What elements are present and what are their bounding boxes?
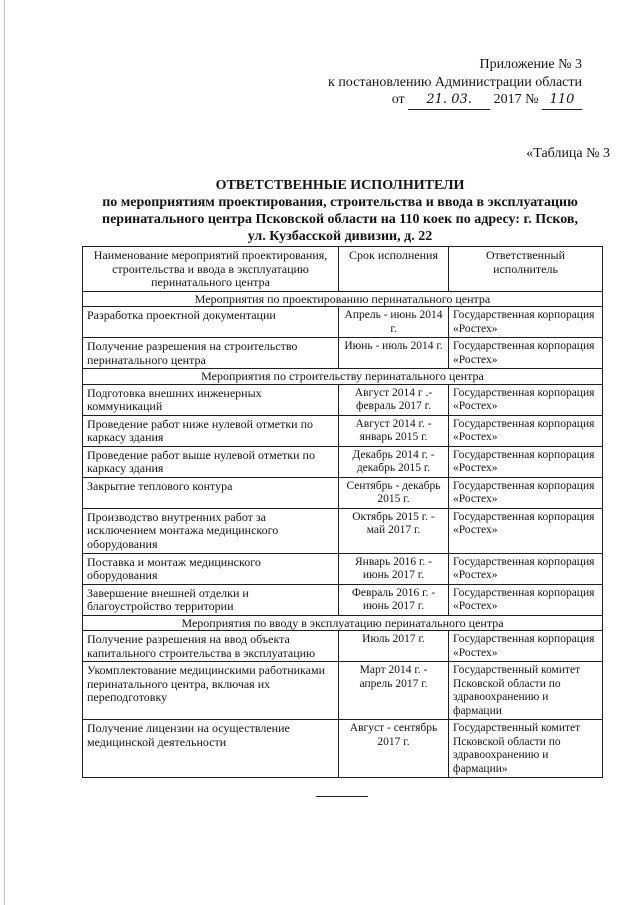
header-term: Срок исполнения (339, 247, 449, 292)
table-header-row (83, 247, 603, 292)
date-prefix: от (391, 92, 405, 107)
document-subtitle-line-1: по мероприятиям проектирования, строительства и ввода в эксплуатацию (102, 195, 578, 210)
handwritten-date: 21. 03. (408, 91, 490, 110)
section-row (83, 291, 603, 307)
table-row (83, 508, 603, 553)
document-title: ОТВЕТСТВЕННЫЕ ИСПОЛНИТЕЛИ (215, 178, 465, 193)
responsible-executors-table (82, 246, 603, 778)
activity-cell: Укомплектование медицинскими работниками перинатального центра, включая их переподготовку (83, 662, 339, 720)
document-subtitle-line-2: перинатального центра Псковской области на 110 коек по адресу: г. Псков, (102, 212, 578, 227)
executor-cell: Государственная корпорация «Ростех» (449, 338, 603, 369)
executor-cell: Государственная корпорация «Ростех» (449, 553, 603, 584)
section-row (83, 615, 603, 631)
term-cell: Октябрь 2015 г. - май 2017 г. (339, 508, 449, 553)
executor-cell: Государственная корпорация «Ростех» (449, 446, 603, 477)
activity-cell: Получение разрешения на ввод объекта капитального строительства в эксплуатацию (83, 631, 339, 662)
table-row (83, 631, 603, 662)
executor-cell: Государственная корпорация «Ростех» (449, 508, 603, 553)
appendix-header (242, 56, 582, 110)
section-title-construction: Мероприятия по строительству перинатального центра (83, 369, 603, 385)
activity-cell: Производство внутренних работ за исключением монтажа медицинского оборудования (83, 508, 339, 553)
section-title-commissioning: Мероприятия по вводу в эксплуатацию перинатального центра (83, 615, 603, 631)
decree-reference: к постановлению Администрации области (328, 74, 582, 90)
table-row (83, 553, 603, 584)
table-row (83, 584, 603, 615)
executor-cell: Государственная корпорация «Ростех» (449, 307, 603, 338)
activity-cell: Разработка проектной документации (83, 307, 339, 338)
closing-separator-line (316, 796, 368, 797)
appendix-number: Приложение № 3 (479, 57, 582, 72)
table-row (83, 662, 603, 720)
table-row (83, 384, 603, 415)
table-row (83, 338, 603, 369)
term-cell: Февраль 2016 г. - июнь 2017 г. (339, 584, 449, 615)
scan-edge-line (4, 0, 5, 905)
section-title-design: Мероприятия по проектированию перинатального центра (83, 291, 603, 307)
term-cell: Июль 2017 г. (339, 631, 449, 662)
header-executor: Ответственный исполнитель (449, 247, 603, 292)
term-cell: Сентябрь - декабрь 2015 г. (339, 477, 449, 508)
activity-cell: Подготовка внешних инженерных коммуникаций (83, 384, 339, 415)
table-row (83, 720, 603, 778)
table-row (83, 415, 603, 446)
term-cell: Март 2014 г. - апрель 2017 г. (339, 662, 449, 720)
term-cell: Август - сентябрь 2017 г. (339, 720, 449, 778)
term-cell: Январь 2016 г. - июнь 2017 г. (339, 553, 449, 584)
executor-cell: Государственная корпорация «Ростех» (449, 477, 603, 508)
table-row (83, 477, 603, 508)
term-cell: Июнь - июль 2014 г. (339, 338, 449, 369)
executor-cell: Государственная корпорация «Ростех» (449, 584, 603, 615)
executor-cell: Государственная корпорация «Ростех» (449, 415, 603, 446)
year-number-label: 2017 № (493, 92, 539, 107)
table-label: «Таблица № 3 (526, 146, 610, 161)
handwritten-number: 110 (542, 91, 582, 110)
document-subtitle-line-3: ул. Кузбасской дивизии, д. 22 (247, 229, 433, 244)
executor-cell: Государственный комитет Псковской области по здравоохранению и фармации (449, 662, 603, 720)
executor-cell: Государственная корпорация «Ростех» (449, 631, 603, 662)
activity-cell: Проведение работ ниже нулевой отметки по каркасу здания (83, 415, 339, 446)
activity-cell: Завершение внешней отделки и благоустройство территории (83, 584, 339, 615)
term-cell: Декабрь 2014 г. - декабрь 2015 г. (339, 446, 449, 477)
executor-cell: Государственный комитет Псковской области по здравоохранению и фармации» (449, 720, 603, 778)
table-row (83, 446, 603, 477)
header-activity: Наименование мероприятий проектирования, строительства и ввода в эксплуатацию перинатального центра (83, 247, 339, 292)
term-cell: Апрель - июнь 2014 г. (339, 307, 449, 338)
term-cell: Август 2014 г .- февраль 2017 г. (339, 384, 449, 415)
activity-cell: Получение лицензии на осуществление медицинской деятельности (83, 720, 339, 778)
term-cell: Август 2014 г. - январь 2015 г. (339, 415, 449, 446)
section-row (83, 369, 603, 385)
executor-cell: Государственная корпорация «Ростех» (449, 384, 603, 415)
activity-cell: Поставка и монтаж медицинского оборудования (83, 553, 339, 584)
table-row (83, 307, 603, 338)
decree-date-line (242, 91, 582, 110)
activity-cell: Проведение работ выше нулевой отметки по каркасу здания (83, 446, 339, 477)
activity-cell: Закрытие теплового контура (83, 477, 339, 508)
activity-cell: Получение разрешения на строительство перинатального центра (83, 338, 339, 369)
